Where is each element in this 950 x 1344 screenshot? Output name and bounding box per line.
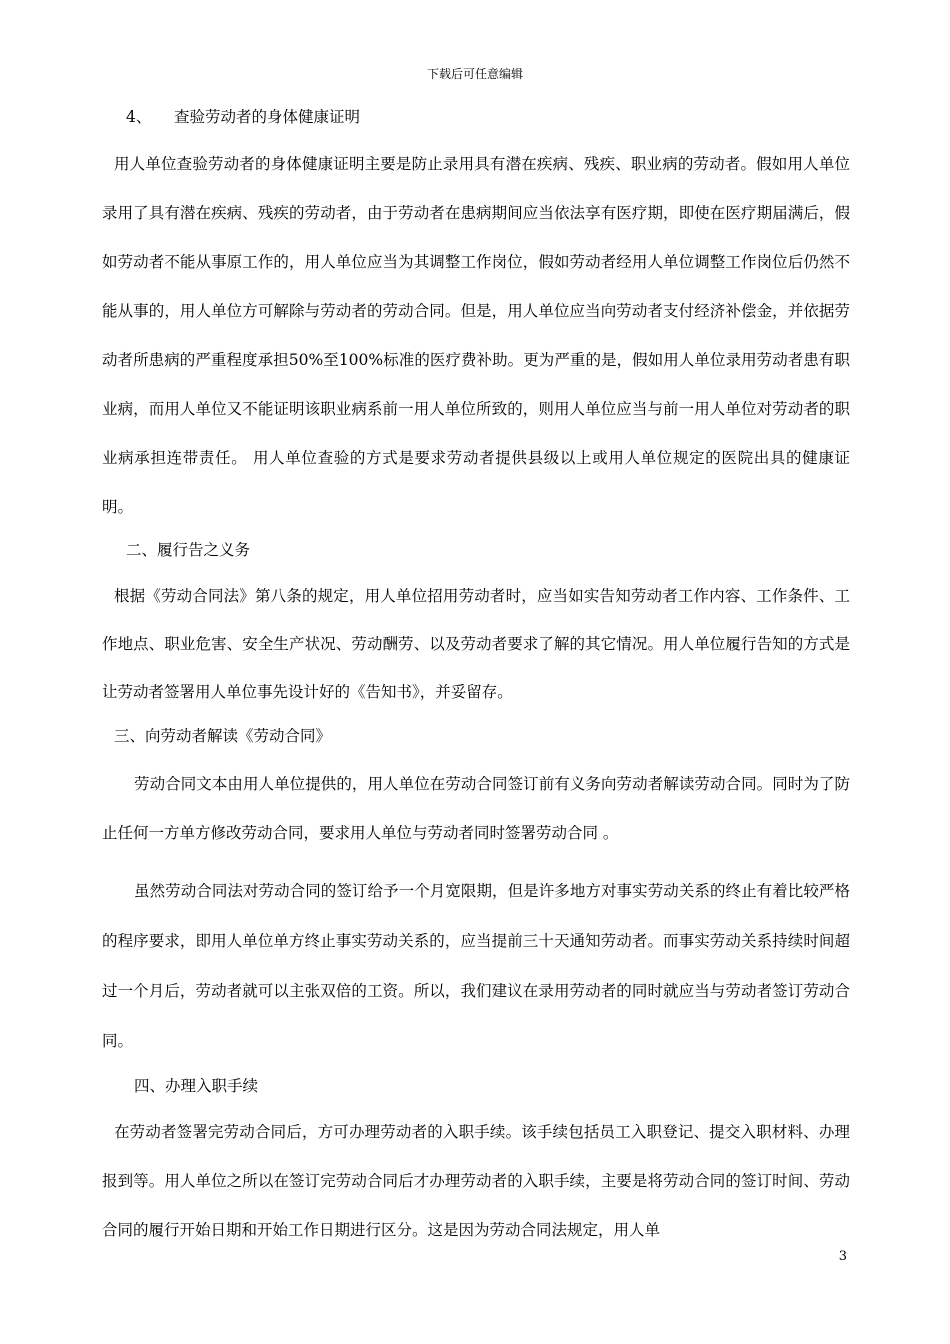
page-header-note: 下载后可任意编辑 (426, 67, 523, 81)
paragraph-grace-period: 虽然劳动合同法对劳动合同的签订给予一个月宽限期，但是许多地方对事实劳动关系的终止有着比较严格的程序要求，即用人单位单方终止事实劳动关系的，应当提前三十天通知劳动者。而事实劳动关系持续时间超过一个月后，劳动者就可以主张双倍的工资。所以，我们建议在录用劳动者的同时就应当与劳动者签订劳动合同。 (102, 882, 850, 1050)
section-heading-4-onboarding: 四、办理入职手续 (134, 1077, 259, 1095)
paragraph-notify-duty: 根据《劳动合同法》第八条的规定，用人单位招用劳动者时，应当如实告知劳动者工作内容、工作条件、工作地点、职业危害、安全生产状况、劳动酬劳、以及劳动者要求了解的其它情况。用人单位履行告知的方式是让劳动者签署用人单位事先设计好的《告知书》，并妥留存。 (102, 587, 850, 701)
paragraph-health-certificate: 用人单位查验劳动者的身体健康证明主要是防止录用具有潜在疾病、残疾、职业病的劳动者。假如用人单位录用了具有潜在疾病、残疾的劳动者，由于劳动者在患病期间应当依法享有医疗期，即使在医疗期届满后，假如劳动者不能从事原工作的，用人单位应当为其调整工作岗位，假如劳动者经用人单位调整工作岗位后仍然不能从事的，用人单位方可解除与劳动者的劳动合同。但是，用人单位应当向劳动者支付经济补偿金，并依据劳动者所患病的严重程度承担50%至100%标准的医疗费补助。更为严重的是，假如用人单位录用劳动者患有职业病，而用人单位又不能证明该职业病系前一用人单位所致的，则用人单位应当与前一用人单位对劳动者的职业病承担连带责任。 用人单位查验的方式是要求劳动者提供县级以上或用人单位规定的医院出具的健康证明。 (102, 155, 850, 516)
section-heading-4 (102, 100, 850, 134)
section-title: 查验劳动者的身体健康证明 (174, 108, 361, 126)
section-heading-2: 二、履行告之义务 (126, 541, 251, 559)
section-heading-3: 三、向劳动者解读《劳动合同》 (114, 727, 332, 745)
document-body (102, 100, 850, 1255)
paragraph-contract-explain: 劳动合同文本由用人单位提供的，用人单位在劳动合同签订前有义务向劳动者解读劳动合同。同时为了防止任何一方单方修改劳动合同，要求用人单位与劳动者同时签署劳动合同 。 (102, 775, 850, 842)
paragraph-onboarding: 在劳动者签署完劳动合同后，方可办理劳动者的入职手续。该手续包括员工入职登记、提交入职材料、办理报到等。用人单位之所以在签订完劳动合同后才办理劳动者的入职手续，主要是将劳动合同的签订时间、劳动合同的履行开始日期和开始工作日期进行区分。这是因为劳动合同法规定，用人单 (102, 1123, 850, 1239)
section-number: 4、 (126, 108, 152, 126)
page-number: 3 (838, 1249, 847, 1264)
